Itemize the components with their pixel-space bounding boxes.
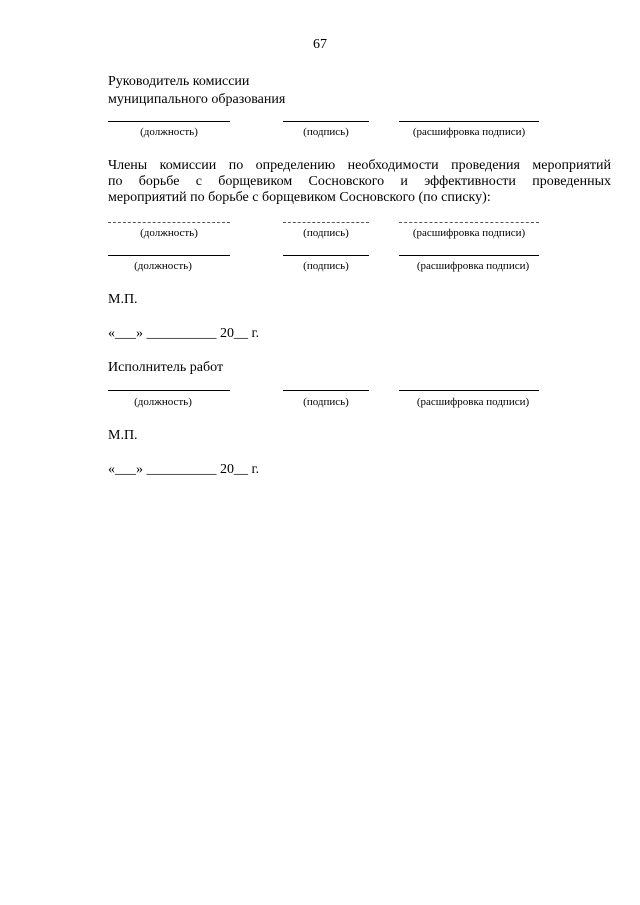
date-line-2: «___» __________ 20__ г.	[108, 462, 260, 477]
head-decoding-caption: (расшифровка подписи)	[412, 126, 526, 138]
executor-decoding-caption: (расшифровка подписи)	[416, 396, 530, 408]
date-line-1: «___» __________ 20__ г.	[108, 326, 260, 341]
member1-decoding-line	[399, 222, 539, 223]
executor-position-caption: (должность)	[134, 396, 192, 408]
member2-position-caption: (должность)	[134, 260, 192, 272]
members-paragraph-line-1: Члены комиссии по определению необходимости проведения мероприятий	[108, 158, 611, 173]
executor-signature-line	[283, 390, 369, 391]
head-decoding-line	[399, 121, 539, 122]
member1-position-caption: (должность)	[140, 227, 198, 239]
members-paragraph-line-2: по борьбе с борщевиком Сосновского и эффективности проведенных	[108, 174, 611, 189]
members-paragraph	[108, 158, 611, 206]
executor-signature-caption: (подпись)	[303, 396, 349, 408]
member2-signature-line	[283, 255, 369, 256]
head-position-line	[108, 121, 230, 122]
members-paragraph-line-3: мероприятий по борьбе с борщевиком Сосновского (по списку):	[108, 190, 491, 205]
executor-decoding-line	[399, 390, 539, 391]
member2-decoding-caption: (расшифровка подписи)	[416, 260, 530, 272]
head-title-line-1: Руководитель комиссии	[108, 74, 250, 89]
member1-signature-line	[283, 222, 369, 223]
head-signature-line	[283, 121, 369, 122]
executor-position-line	[108, 390, 230, 391]
head-title-line-2: муниципального образования	[108, 92, 286, 107]
stamp-mark-2: М.П.	[108, 428, 138, 443]
member2-position-line	[108, 255, 230, 256]
stamp-mark-1: М.П.	[108, 292, 138, 307]
member1-signature-caption: (подпись)	[303, 227, 349, 239]
member2-signature-caption: (подпись)	[303, 260, 349, 272]
head-position-caption: (должность)	[140, 126, 198, 138]
member1-decoding-caption: (расшифровка подписи)	[412, 227, 526, 239]
head-signature-caption: (подпись)	[303, 126, 349, 138]
executor-title: Исполнитель работ	[108, 360, 224, 375]
member1-position-line	[108, 222, 230, 223]
page-number: 67	[313, 37, 327, 52]
member2-decoding-line	[399, 255, 539, 256]
